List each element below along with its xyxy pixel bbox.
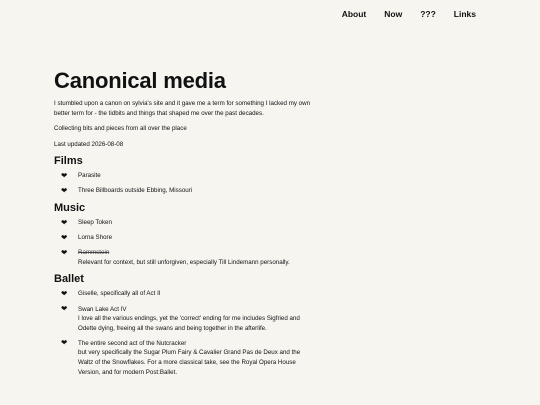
item-description: I love all the various endings, yet the 'correct' ending for me includes Sigfried and Odette dying, freeing all the swans and being together in the afterlife.: [78, 315, 300, 332]
item-title: Swan Lake Act IV: [78, 305, 127, 313]
heart-icon: ❤: [61, 304, 68, 314]
heart-icon: ❤: [61, 185, 68, 195]
heart-icon: ❤: [61, 232, 68, 242]
item-description: Relevant for context, but still unforgiven, especially Till Lindemann personally.: [78, 258, 290, 266]
heart-icon: ❤: [61, 288, 68, 298]
item-title: Sleep Token: [78, 219, 112, 227]
item-title: Three Billboards outside Ebbing, Missouri: [78, 187, 193, 195]
list-item: [61, 233, 314, 243]
section-heading-music: Music: [54, 202, 86, 215]
item-title: Giselle, specifically all of Act II: [78, 290, 161, 298]
list-item: [61, 305, 314, 334]
nav-link-about[interactable]: About: [341, 9, 367, 19]
last-updated: Last updated 2026-08-08: [54, 140, 124, 148]
music-list: [54, 218, 314, 267]
nav-link-mystery[interactable]: ???: [420, 9, 436, 19]
collecting-text: Collecting bits and pieces from all over the place: [54, 125, 187, 133]
item-title: The entire second act of the Nutcracker: [78, 339, 187, 347]
list-item: [61, 218, 314, 228]
main-content: [54, 68, 314, 383]
top-nav: [342, 9, 476, 19]
intro-text: I stumbled upon a canon on sylvia's site and it gave me a term for something I lacked my own better term for - the tidbits and things that shaped me over the past decades.: [54, 100, 311, 117]
heart-icon: ❤: [61, 217, 68, 227]
item-title: Parasite: [78, 172, 101, 180]
section-heading-films: Films: [54, 155, 83, 168]
heart-icon: ❤: [61, 247, 68, 257]
list-item: [61, 186, 314, 196]
page-title: Canonical media: [54, 68, 226, 93]
item-title-struck: Rammstein: [78, 249, 110, 257]
list-item: [61, 339, 314, 377]
section-heading-ballet: Ballet: [54, 273, 84, 286]
films-list: [54, 171, 314, 196]
item-title: Lorna Shore: [78, 234, 113, 242]
heart-icon: ❤: [61, 338, 68, 348]
nav-link-links[interactable]: Links: [453, 9, 476, 19]
list-item: [61, 289, 314, 299]
ballet-list: [54, 289, 314, 377]
item-description: but very specifically the Sugar Plum Fairy & Cavalier Grand Pas de Deux and the Waltz of the Snowflakes. For a more classical take, see the Royal Opera House Version, and for modern Post:Ballet.: [78, 349, 301, 376]
list-item: [61, 171, 314, 181]
nav-link-now[interactable]: Now: [384, 9, 403, 19]
list-item: [61, 248, 314, 267]
heart-icon: ❤: [61, 170, 68, 180]
